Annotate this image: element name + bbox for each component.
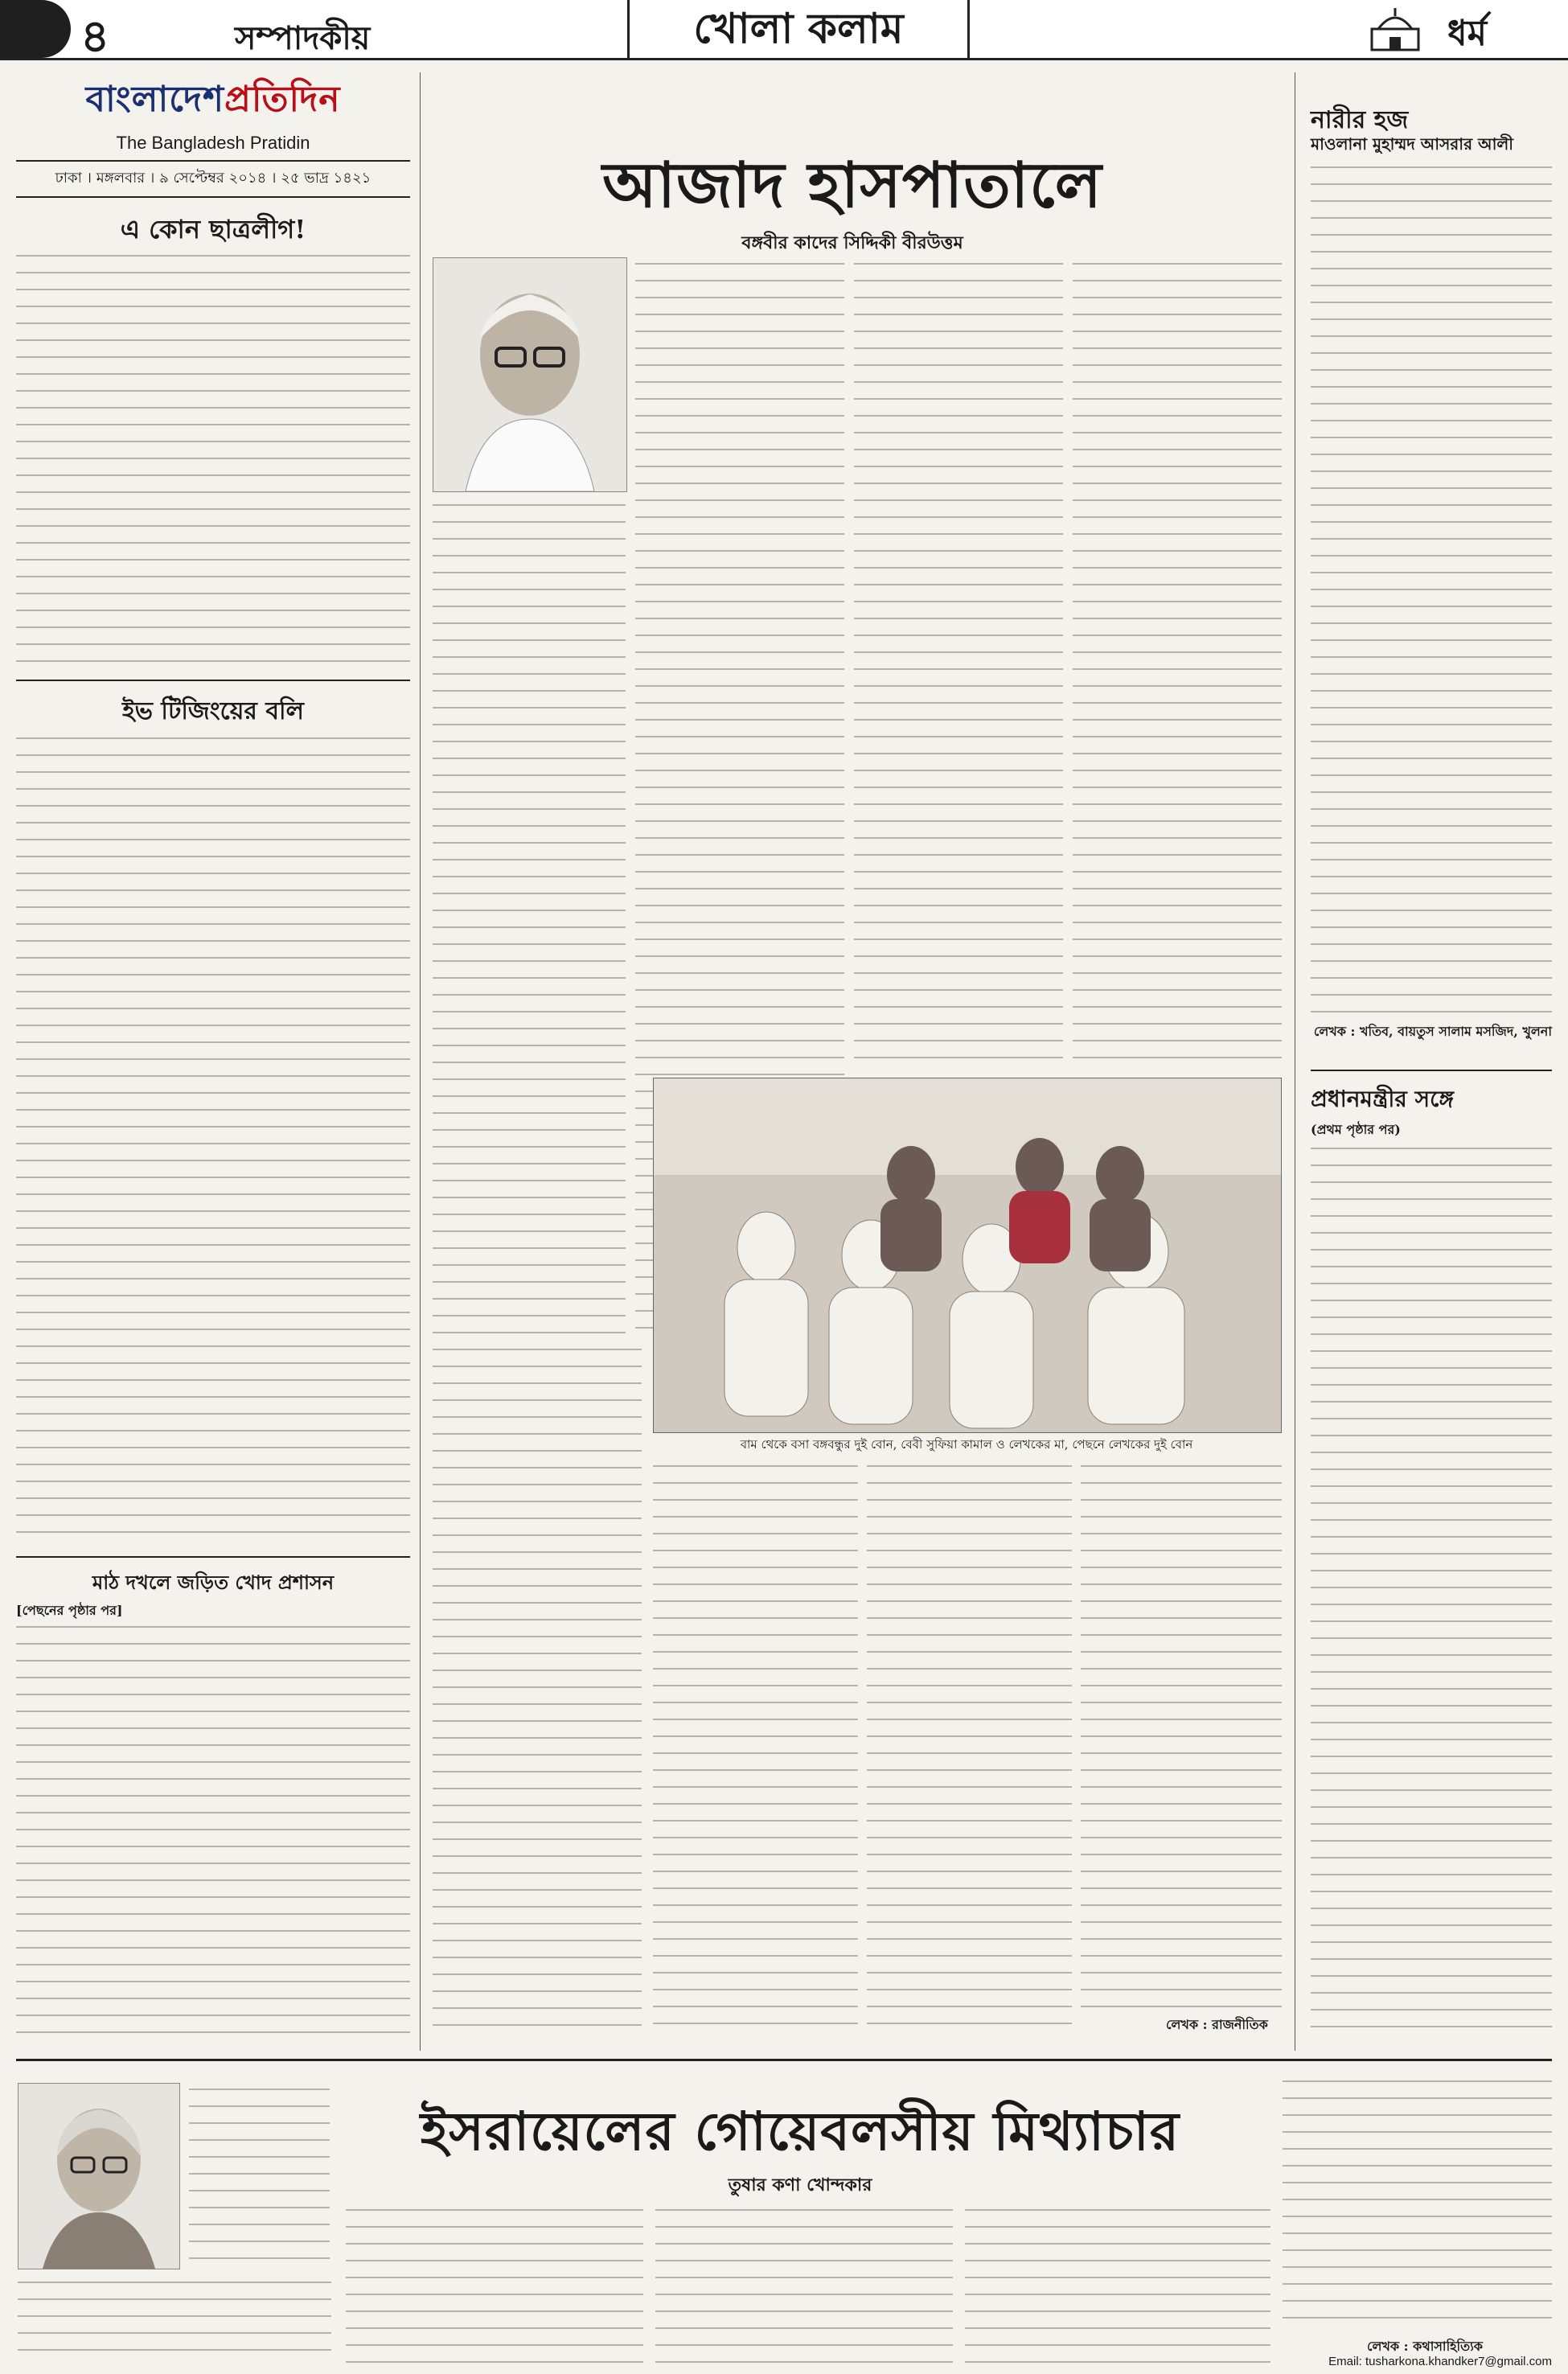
main-headline: আজাদ হাসপাতালে xyxy=(602,149,1102,222)
religion-author-note: লেখক : খতিব, বায়তুস সালাম মসজিদ, খুলনা xyxy=(1313,1024,1552,1039)
main-article-col-7 xyxy=(1081,1460,1282,2015)
masthead-title-a: বাংলাদেশ xyxy=(85,79,225,120)
editorial-3-title: মাঠ দখলে জড়িত খোদ প্রশাসন xyxy=(92,1571,335,1594)
main-article-col-2-text-lines xyxy=(854,257,1063,1070)
bottom-article-col-2-text-lines xyxy=(346,2204,643,2364)
main-article-col-3-text-lines xyxy=(1073,257,1282,1070)
main-article-col-0-text-lines xyxy=(433,499,626,1335)
pm-article-lead: (প্রথম পৃষ্ঠার পর) xyxy=(1311,1122,1401,1137)
bottom-article-col-4 xyxy=(965,2204,1270,2364)
main-byline: বঙ্গবীর কাদের সিদ্দিকী বীরউত্তম xyxy=(741,232,963,253)
editorial-1-title: এ কোন ছাত্রলীগ! xyxy=(120,214,306,244)
bottom-article-col-2 xyxy=(346,2204,643,2364)
religion-article-text-lines xyxy=(1311,161,1552,1013)
masthead-title-b: প্রতিদিন xyxy=(224,79,341,120)
bottom-author-portrait xyxy=(18,2083,180,2269)
bottom-article-col-1 xyxy=(18,2276,331,2364)
main-author-note: লেখক : রাজনীতিক xyxy=(1166,2017,1268,2032)
main-article-col-4-text-lines xyxy=(433,1343,642,2035)
masthead-english: The Bangladesh Pratidin xyxy=(116,133,310,153)
editorial-1-text-lines xyxy=(16,249,410,667)
section-label: সম্পাদকীয় xyxy=(235,19,371,57)
main-article-col-3 xyxy=(1073,257,1282,1070)
main-article-col-0 xyxy=(433,499,626,1335)
column-name-banner: খোলা কলাম xyxy=(627,0,970,60)
mosque-icon xyxy=(1367,6,1423,51)
bottom-portrait-illustration xyxy=(18,2084,179,2269)
editorial-3-body xyxy=(16,1620,410,2043)
bottom-article-intro-text-lines xyxy=(189,2083,330,2268)
editorial-3-text-lines xyxy=(16,1620,410,2043)
main-article-col-5 xyxy=(653,1460,858,2035)
bottom-article-col-4-text-lines xyxy=(965,2204,1270,2364)
editorial-3-lead: [পেছনের পৃষ্ঠার পর] xyxy=(16,1603,123,1618)
editorial-2-title: ইভ টিজিংয়ের বলি xyxy=(122,697,304,725)
editorial-1-body xyxy=(16,249,410,667)
masthead-title xyxy=(16,72,410,131)
bottom-article-col-5-text-lines xyxy=(1283,2075,1552,2332)
editorial-2-body xyxy=(16,732,410,1544)
bottom-article-col-3-text-lines xyxy=(655,2204,953,2364)
pm-article-body xyxy=(1311,1142,1552,2043)
main-article-col-2 xyxy=(854,257,1063,1070)
religion-article-author: মাওলানা মুহাম্মদ আসরার আলী xyxy=(1311,134,1514,154)
bottom-headline: ইসরায়েলের গোয়েবলসীয় মিথ্যাচার xyxy=(420,2100,1180,2162)
bottom-author-note: লেখক : কথাসাহিত্যিক xyxy=(1367,2339,1483,2354)
bottom-article-col-5 xyxy=(1283,2075,1552,2332)
religion-section-label: ধর্ম xyxy=(1447,13,1488,54)
bottom-article-col-1-text-lines xyxy=(18,2276,331,2364)
pm-article-title: প্রধানমন্ত্রীর সঙ্গে xyxy=(1311,1086,1454,1112)
author-portrait-photo xyxy=(433,257,627,492)
main-article-col-5-text-lines xyxy=(653,1460,858,2035)
pm-article-text-lines xyxy=(1311,1142,1552,2043)
editorial-2-text-lines xyxy=(16,732,410,1544)
bottom-article-intro xyxy=(189,2083,330,2268)
photo-caption: বাম থেকে বসা বঙ্গবন্ধুর দুই বোন, বেবী সুফিয়া কামাল ও লেখকের মা, পেছনে লেখকের দুই বোন xyxy=(740,1437,1193,1452)
main-article-col-7-text-lines xyxy=(1081,1460,1282,2015)
portrait-illustration xyxy=(433,258,626,491)
religion-article-body xyxy=(1311,161,1552,1013)
divider xyxy=(16,680,410,681)
main-article-col-6 xyxy=(867,1460,1072,2035)
column-divider xyxy=(420,72,421,2051)
bottom-divider xyxy=(16,2059,1552,2061)
main-article-col-6-text-lines xyxy=(867,1460,1072,2035)
dateline: ঢাকা । মঙ্গলবার । ৯ সেপ্টেম্বর ২০১৪ । ২৫ ভাদ্র ১৪২১ xyxy=(16,160,410,191)
family-group-photo xyxy=(653,1078,1282,1433)
bottom-author-email: Email: tusharkona.khandker7@gmail.com xyxy=(1328,2355,1552,2368)
masthead xyxy=(16,72,410,198)
religion-article-title: নারীর হজ xyxy=(1311,106,1409,134)
divider xyxy=(1311,1070,1552,1071)
bottom-byline: তুষার কণা খোন্দকার xyxy=(728,2175,872,2195)
bottom-article-col-3 xyxy=(655,2204,953,2364)
page-number-tab xyxy=(0,0,71,58)
main-article-col-4 xyxy=(433,1343,642,2035)
page-number: ৪ xyxy=(80,10,110,63)
divider xyxy=(16,1556,410,1558)
group-photo-illustration xyxy=(654,1078,1281,1432)
